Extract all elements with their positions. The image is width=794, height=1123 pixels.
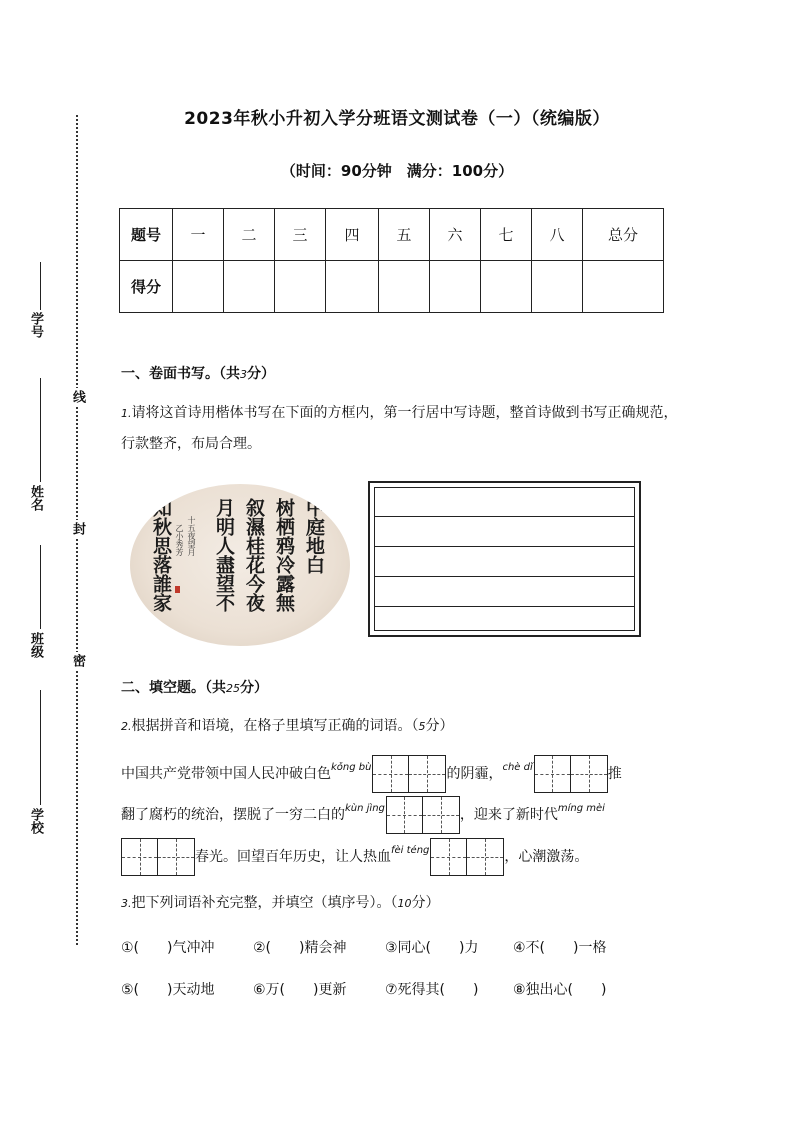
binding-word-mi: 密 xyxy=(70,654,85,667)
section-2-heading: 二、填空题。（共25分） xyxy=(121,680,268,696)
score-cell-5[interactable] xyxy=(379,261,430,313)
score-cell-3[interactable] xyxy=(275,261,326,313)
idiom-8[interactable]: ⑧独出心( ) xyxy=(513,982,607,998)
student-number-label: 学号 xyxy=(28,312,43,338)
question-2: 2.根据拼音和语境，在格子里填写正确的词语。（5分） xyxy=(121,718,454,734)
writing-line xyxy=(375,576,634,577)
seal-stamp xyxy=(175,586,180,593)
calligraphy-inscription-author: 乙小秀芳 xyxy=(175,524,184,556)
score-header: 得分 xyxy=(120,261,173,313)
writing-line xyxy=(375,546,634,547)
score-table-header-row xyxy=(120,209,664,261)
writing-line xyxy=(375,516,634,517)
section-1-heading: 一、卷面书写。（共3分） xyxy=(121,366,275,382)
score-cell-4[interactable] xyxy=(326,261,379,313)
calligraphy-column-2: 树栖鸦冷露無 xyxy=(273,498,295,612)
score-cell-1[interactable] xyxy=(173,261,224,313)
calligraphy-column-3: 叙濕桂花今夜 xyxy=(243,498,265,612)
idiom-2[interactable]: ②( )精会神 xyxy=(253,940,347,956)
pinyin-kunjing: kùn jìng xyxy=(345,803,385,814)
calligraphy-column-4: 月明人盡望不 xyxy=(213,498,235,612)
school-label: 学校 xyxy=(28,808,43,834)
column-5: 五 xyxy=(379,209,430,261)
question-number-header: 题号 xyxy=(120,209,173,261)
column-4: 四 xyxy=(326,209,379,261)
student-number-blank[interactable] xyxy=(40,262,41,310)
pinyin-feiteng: fèi téng xyxy=(391,845,430,856)
column-total: 总分 xyxy=(583,209,664,261)
score-cell-6[interactable] xyxy=(430,261,481,313)
column-6: 六 xyxy=(430,209,481,261)
question-3: 3.把下列词语补充完整，并填空（填序号）。（10分） xyxy=(121,895,440,911)
exam-subtitle: （时间：90分钟 满分：100分） xyxy=(280,162,514,180)
idiom-6[interactable]: ⑥万( )更新 xyxy=(253,982,347,998)
answer-box-kongbu[interactable] xyxy=(372,755,446,793)
page-title: 2023年秋小升初入学分班语文测试卷（一）（统编版） xyxy=(184,109,610,129)
calligraphy-column-1: 中庭地白 xyxy=(303,498,325,574)
pinyin-chedi: chè dǐ xyxy=(502,762,533,773)
score-cell-total[interactable] xyxy=(583,261,664,313)
fill-line-1: 中国共产党带领中国人民冲破白色$^{kǒng bù}$ 的阴霾，$^{chè dǐ}$ 推 xyxy=(121,755,622,793)
score-cell-2[interactable] xyxy=(224,261,275,313)
answer-box-chedi[interactable] xyxy=(534,755,608,793)
writing-box[interactable] xyxy=(368,481,641,637)
writing-box-inner xyxy=(374,487,635,631)
name-label: 姓名 xyxy=(28,485,43,511)
idiom-1[interactable]: ①( )气冲冲 xyxy=(121,940,215,956)
name-blank[interactable] xyxy=(40,378,41,482)
pinyin-kongbu: kǒng bù xyxy=(331,762,372,773)
answer-box-kunjing[interactable] xyxy=(386,796,460,834)
column-1: 一 xyxy=(173,209,224,261)
idiom-4[interactable]: ④不( )一格 xyxy=(513,940,607,956)
pinyin-mingmei: míng mèi xyxy=(557,803,605,814)
idiom-7[interactable]: ⑦死得其( ) xyxy=(385,982,479,998)
question-1: 1.请将这首诗用楷体书写在下面的方框内，第一行居中写诗题，整首诗做到书写正确规范，行款整齐，布局合理。 xyxy=(121,405,678,452)
column-2: 二 xyxy=(224,209,275,261)
calligraphy-column-5: 知秋思落誰家 xyxy=(150,498,172,612)
answer-box-feiteng[interactable] xyxy=(430,838,504,876)
column-8: 八 xyxy=(532,209,583,261)
school-blank[interactable] xyxy=(40,690,41,805)
answer-box-mingmei[interactable] xyxy=(121,838,195,876)
class-blank[interactable] xyxy=(40,545,41,629)
score-cell-7[interactable] xyxy=(481,261,532,313)
calligraphy-inscription-title: 十五夜望月 xyxy=(187,516,196,556)
score-table xyxy=(119,208,664,313)
fill-line-3: 春光。回望百年历史，让人热血$^{fèi téng}$ ，心潮激荡。 xyxy=(121,838,588,876)
binding-word-feng: 封 xyxy=(70,522,85,535)
idiom-3[interactable]: ③同心( )力 xyxy=(385,940,479,956)
writing-line xyxy=(375,606,634,607)
class-label: 班级 xyxy=(28,632,43,658)
calligraphy-image xyxy=(130,484,350,646)
idiom-5[interactable]: ⑤( )天动地 xyxy=(121,982,215,998)
column-7: 七 xyxy=(481,209,532,261)
score-table-score-row xyxy=(120,261,664,313)
score-cell-8[interactable] xyxy=(532,261,583,313)
binding-word-xian: 线 xyxy=(70,390,85,403)
column-3: 三 xyxy=(275,209,326,261)
fill-line-2: 翻了腐朽的统治，摆脱了一穷二白的$^{kùn jìng}$ ，迎来了新时代$^{míng mèi}$ xyxy=(121,796,606,834)
